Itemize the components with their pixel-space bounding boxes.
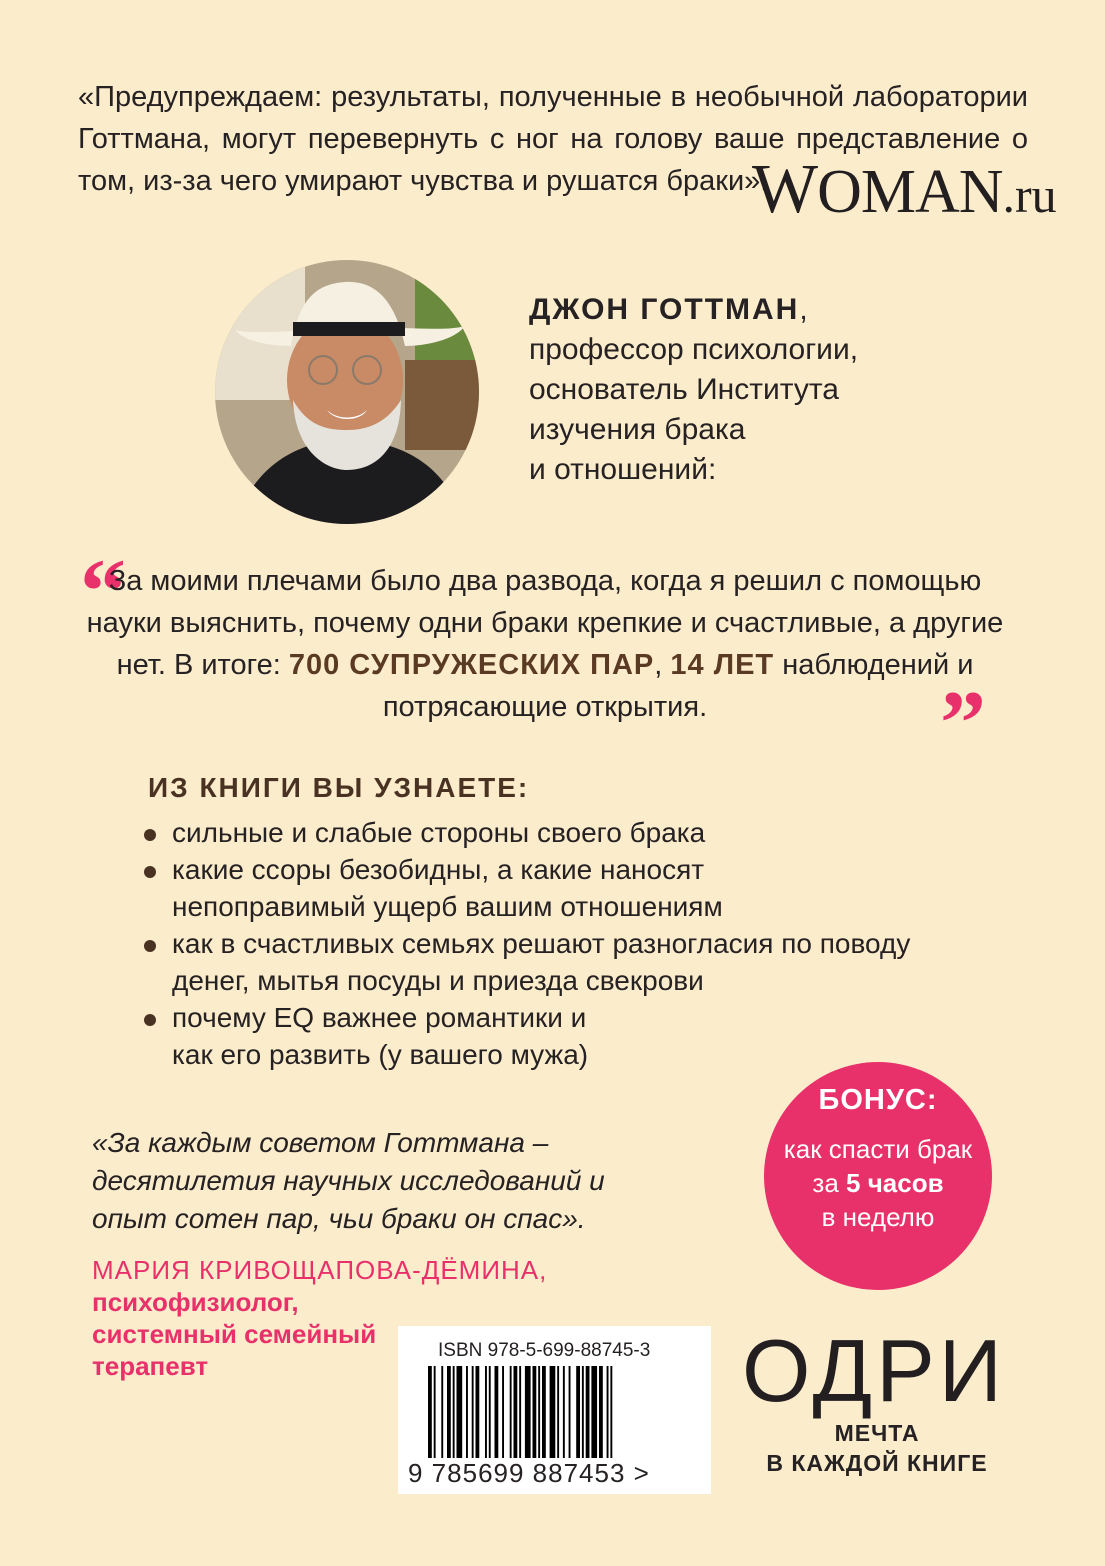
woman-ru-logo: WOMAN.ru — [752, 151, 1057, 228]
bonus-badge — [764, 1062, 992, 1290]
author-info — [529, 290, 858, 490]
close-quote-mark-icon: ” — [940, 672, 986, 774]
reviewer-role: психофизиолог, — [92, 1287, 299, 1317]
barcode-bars-icon — [428, 1366, 660, 1458]
expert-review: «За каждым советом Готтмана – десятилетия научных исследований и опыт сотен пар, чьи браки он спас». — [92, 1127, 605, 1234]
author-line: профессор психологии, — [529, 333, 859, 366]
author-line: основатель Института — [529, 373, 839, 406]
learn-heading: ИЗ КНИГИ ВЫ УЗНАЕТЕ: — [148, 772, 530, 803]
bonus-text: как спасти брак за 5 часов в неделю — [783, 1134, 973, 1232]
list-item: какие ссоры безобидны, а какие наносят непоправимый ущерб вашим отношениям — [140, 851, 792, 925]
reviewer-role: терапевт — [92, 1351, 209, 1381]
open-quote-mark-icon: “ — [80, 540, 126, 642]
publisher-logo: ОДРИ — [742, 1321, 1007, 1420]
top-review-quote: «Предупреждаем: результаты, полученные в необычной лаборатории Готтмана, могут перевернуть с ног на голову ваше представление о том, из-за чего умирают чувства и рушатся браки». — [78, 81, 1028, 197]
highlight-years: 14 ЛЕТ — [670, 649, 775, 681]
author-name: ДЖОН ГОТТМАН — [529, 293, 800, 326]
author-quote: За моими плечами было два развода, когда я решил с помощью науки выяснить, почему одни браки крепкие и счастливые, а другие нет. В итоге: 700 СУПРУЖЕСКИХ ПАР, 14 ЛЕТ наблюдений и потрясающие открытия. — [86, 565, 1004, 723]
isbn-barcode — [398, 1326, 711, 1494]
list-item: как в счастливых семьях решают разногласия по поводу денег, мытья посуды и приезда свекрови — [140, 925, 992, 999]
bullet-icon — [144, 1014, 156, 1026]
publisher-tagline: МЕЧТА В КАЖДОЙ КНИГЕ — [766, 1420, 988, 1476]
learn-list — [140, 814, 1000, 1073]
isbn-text: ISBN 978-5-699-88745-3 — [438, 1340, 651, 1361]
bullet-icon — [144, 829, 156, 841]
list-item: почему EQ важнее романтики и как его развить (у вашего мужа) — [140, 999, 632, 1073]
author-name-comma: , — [799, 293, 808, 326]
author-line: и отношений: — [529, 453, 717, 486]
list-item: сильные и слабые стороны своего брака — [140, 814, 1000, 851]
bullet-icon — [144, 940, 156, 952]
author-line: изучения брака — [529, 413, 746, 446]
barcode-digits: 9 785699 887453 > — [408, 1458, 650, 1488]
bonus-title: БОНУС: — [818, 1084, 938, 1116]
bullet-icon — [144, 866, 156, 878]
highlight-couples: 700 СУПРУЖЕСКИХ ПАР — [288, 649, 655, 681]
reviewer-name: МАРИЯ КРИВОЩАПОВА-ДЁМИНА, — [92, 1255, 548, 1285]
reviewer-role: системный семейный — [92, 1319, 377, 1349]
author-photo — [215, 260, 479, 524]
